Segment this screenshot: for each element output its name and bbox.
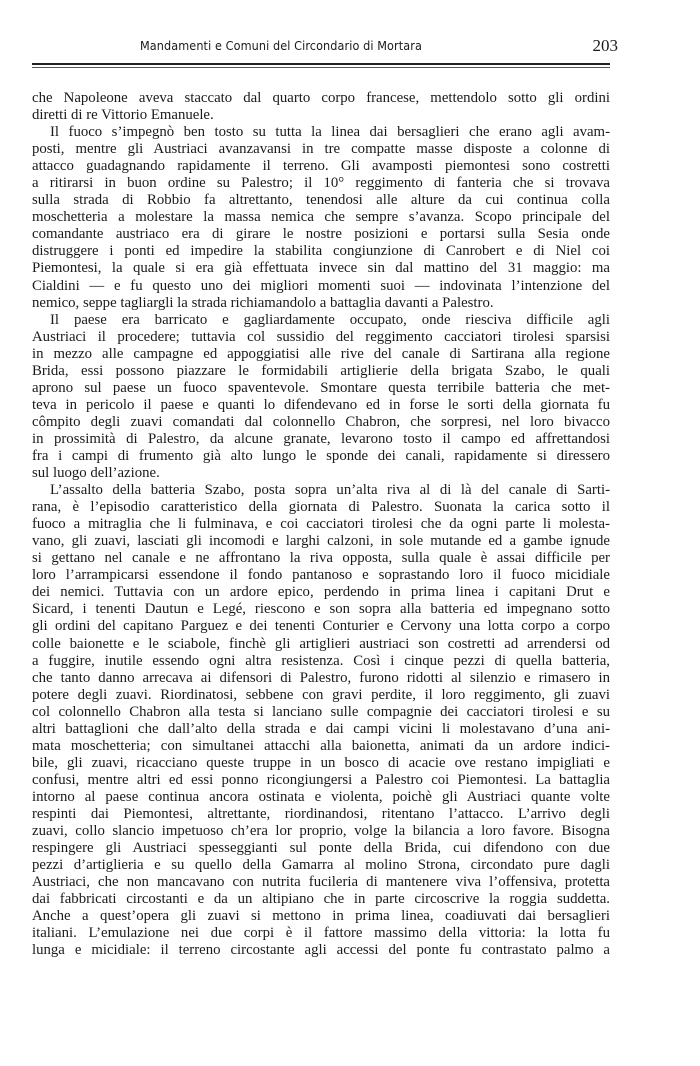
header-rule [32, 63, 610, 65]
page-number: 203 [592, 36, 618, 55]
text-line: Austriaci, che non mancavano con nutrita fucileria di mantenere viva l’offensiva, protetta [32, 874, 610, 891]
text-line: colle baionette e le sciabole, finchè gli artiglieri austriaci son costretti ad arrendersi od [32, 635, 610, 652]
text-line: gli ordini del capitano Parguez e dei tenenti Conturier e Cervony una lotta corpo a corpo [32, 618, 610, 635]
text-line: moschetteria a molestare la massa nemica che sempre s’avanza. Scopo principale del [32, 209, 610, 226]
text-line: lunga e micidiale: il terreno circostante agli accessi del ponte fu contrastato palmo a [32, 942, 610, 959]
text-line: dei nemici. Tuttavia con un ardore epico, perdendo in prima linea i capitani Drut e [32, 584, 610, 601]
text-line: confusi, mentre altri ed essi ponno ricongiungersi a Palestro coi Piemontesi. La battaglia [32, 771, 610, 788]
text-line: Brida, essi possono piazzare le formidabili artiglierie della brigata Szabo, le quali [32, 362, 610, 379]
text-line: dai fabbricati circostanti e da un altipiano che in parte circoscrive la roggia suddetta. [32, 891, 610, 908]
text-line: in prossimità di Palestro, da alcune granate, levarono tosto il campo ed affrettandosi [32, 430, 610, 447]
text-line: attacco guadagnando rapidamente il terreno. Gli avamposti piemontesi sono costretti [32, 158, 610, 175]
text-line: teva in pericolo il paese e quanti lo difendevano ed in forse le sorti della giornata fu [32, 396, 610, 413]
text-line: aprono sul paese un fuoco spaventevole. Smontare questa terribile batteria che met- [32, 379, 610, 396]
text-line: Il paese era barricato e gagliardamente occupato, onde riesciva difficile agli [50, 311, 610, 328]
text-line: Cialdini — e fu questo uno dei migliori momenti suoi — indovinata l’intenzione del [32, 277, 610, 294]
text-line: Il fuoco s’impegnò ben tosto su tutta la linea dai bersaglieri che erano agli avam- [50, 124, 610, 141]
text-line: nemico, seppe tagliargli la strada richiamandolo a battaglia davanti a Palestro. [32, 294, 494, 311]
text-line: che tanto danno arrecava ai difensori di Palestro, furono ridotti al silenzio e rimasero in [32, 669, 610, 686]
text-line: respingere gli Austriaci spesseggianti sul ponte della Brida, cui difendono con due [32, 840, 610, 857]
text-line: respinti dai Piemontesi, altrettante, riordinandosi, ritentano l’attacco. L’arrivo degli [32, 805, 610, 822]
text-line: a fuggire, inutile essendo ogni altra resistenza. Così i cinque pezzi di quella batteria, [32, 652, 610, 669]
text-line: Sicard, i tenenti Dautun e Legé, riescono e son sopra alla batteria ed impegnano sotto [32, 601, 610, 618]
text-line: sul luogo dell’azione. [32, 465, 160, 482]
text-line: intorno al paese continua ancora ostinata e violenta, poichè gli Austriaci quante volte [32, 788, 610, 805]
text-line: L’assalto della batteria Szabo, posta sopra un’alta riva al di là del canale di Sarti- [50, 482, 610, 499]
text-line: bile, gli zuavi, ricacciano queste truppe in un bosco di acacie ove restano impigliati e [32, 754, 610, 771]
text-line: sulla strada di Robbio fa altrettanto, tenendosi alle alture da cui continua colla [32, 192, 610, 209]
text-line: distruggere i ponti ed impedire la stabilita congiunzione di Canrobert e di Niel coi [32, 243, 610, 260]
document-page [32, 36, 618, 959]
body-text [32, 90, 610, 959]
text-line: rana, è l’episodio caratteristico della giornata di Palestro. Suonata la carica sotto il [32, 499, 610, 516]
text-line: Piemontesi, la quale si era già effettuata invece sin dal mattino del 31 maggio: ma [32, 260, 610, 277]
header-rule-thin [32, 67, 610, 68]
text-line: vano, gli zuavi, lasciati gli incomodi e larghi calzoni, in sole mutande ed a gambe ignude [32, 533, 610, 550]
text-line: posti, mentre gli Austriaci avanzavansi in tre compatte masse disposte a colonne di [32, 141, 610, 158]
text-line: altri battaglioni che dall’alto della strada e dai campi vicini li molestavano d’una ani- [32, 720, 610, 737]
text-line: loro l’arrampicarsi essendone il fondo pantanoso e soprastando loro il fuoco micidiale [32, 567, 610, 584]
text-line: fuoco a mitraglia che li fulminava, e coi cacciatori tirolesi che da ogni parte li molesta- [32, 516, 610, 533]
text-line: comandante austriaco era di girare le nostre posizioni e portarsi sulla Sesia onde [32, 226, 610, 243]
text-line: pezzi d’artiglieria e su quello della Gamarra al molino Strona, circondato pure dagli [32, 857, 610, 874]
text-line: che Napoleone aveva staccato dal quarto corpo francese, mettendolo sotto gli ordini [32, 90, 610, 106]
text-line: si gettano nel canale e ne affrontano la riva opposta, sulla quale è assai difficile per [32, 550, 610, 567]
text-line: mata moschetteria; con simultanei attacchi alla baionetta, animati da un ardore indici- [32, 737, 610, 754]
text-line: diretti di re Vittorio Emanuele. [32, 107, 214, 124]
text-line: Austriaci il procedere; tuttavia col sussidio del reggimento cacciatori tirolesi sparsisi [32, 328, 610, 345]
text-line: a ritirarsi in buon ordine su Palestro; il 10° reggimento di fanteria che si trovava [32, 175, 610, 192]
running-title: Mandamenti e Comuni del Circondario di Mortara [140, 38, 422, 53]
text-line: cômpito degli zuavi comandati dal colonnello Chabron, che sorpresi, nel loro bivacco [32, 413, 610, 430]
text-line: zuavi, collo slancio impetuoso ch’era lor proprio, volge la bilancia a loro favore. Bisogna [32, 823, 610, 840]
text-line: italiani. L’emulazione nei due corpi è il fattore massimo della vittoria: la lotta fu [32, 925, 610, 942]
text-line: potere degli zuavi. Riordinatosi, sebbene con gravi perdite, il loro reggimento, gli zuavi [32, 686, 610, 703]
page-header [32, 36, 618, 58]
text-line: in mezzo alle campagne ed appoggiatisi alle rive del canale di Sartirana alla regione [32, 345, 610, 362]
text-line: Anche a quest’opera gli zuavi si mettono in prima linea, coadiuvati dai bersaglieri [32, 908, 610, 925]
text-line: fra i campi di frumento già alto lungo le sponde dei canali, rapidamente si diressero [32, 447, 610, 464]
text-line: col colonnello Chabron alla testa si lanciano sulle compagnie dei cacciatori tirolesi e su [32, 703, 610, 720]
